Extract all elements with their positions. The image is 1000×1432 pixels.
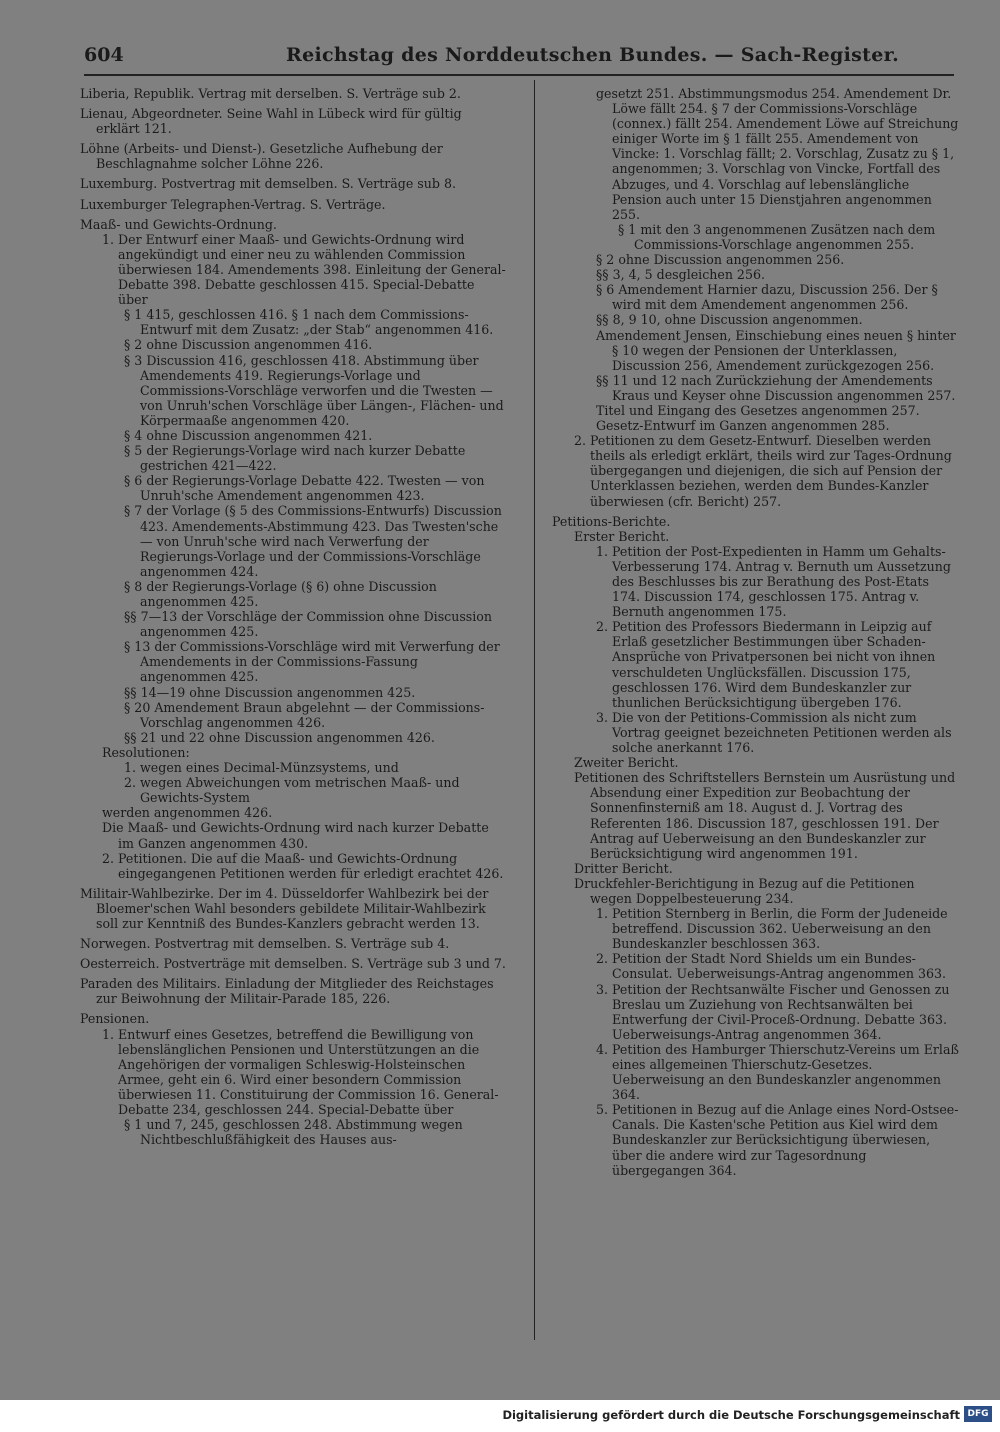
index-entry: 1. Petition der Post-Expedienten in Hamm um Gehalts-Verbesserung 174. Antrag v. Bernuth um Aussetzung des Beschlusses bis zur Berathung des Post-Etats 174. Discussion 174, geschlossen 175. Antrag v. Bernuth angenommen 175. xyxy=(596,543,951,620)
index-entry: Die Maaß- und Gewichts-Ordnung wird nach kurzer Debatte im Ganzen angenommen 430. xyxy=(102,820,489,851)
index-entry: § 4 ohne Discussion angenommen 421. xyxy=(124,427,373,443)
page-header xyxy=(84,44,954,74)
column-divider xyxy=(534,80,535,1340)
index-entry: werden angenommen 426. xyxy=(102,805,273,821)
index-entry: § 3 Discussion 416, geschlossen 418. Abstimmung über Amendements 419. Regierungs-Vorlage und Commissions-Vorschläge verworfen und die Twesten — von Unruh'schen Vorschläge über Längen-, Flächen- und Körpermaaße angenommen 420. xyxy=(124,352,504,428)
index-entry: 1. wegen eines Decimal-Münzsystems, und xyxy=(124,760,399,776)
index-entry: §§ 8, 9 10, ohne Discussion angenommen. xyxy=(596,312,863,328)
index-entry: 1. Der Entwurf einer Maaß- und Gewichts-Ordnung wird angekündigt und einer neu zu wählenden Commission überwiesen 184. Amendements 398. Einleitung der General-Debatte 398. Debatte geschlossen 415. Special-Debatte über xyxy=(102,231,506,308)
index-entry: Pensionen. xyxy=(80,1011,150,1027)
index-entry: 2. Petitionen. Die auf die Maaß- und Gewichts-Ordnung eingegangenen Petitionen werden für erledigt erachtet 426. xyxy=(102,850,504,881)
index-entry: § 2 ohne Discussion angenommen 256. xyxy=(596,252,845,268)
index-entry: Titel und Eingang des Gesetzes angenommen 257. xyxy=(596,402,920,418)
index-entry: Petitions-Berichte. xyxy=(552,513,671,529)
index-entry: §§ 7—13 der Vorschläge der Commission ohne Discussion angenommen 425. xyxy=(124,609,492,640)
index-entry: Paraden des Militairs. Einladung der Mitglieder des Reichstages zur Beiwohnung der Militair-Parade 185, 226. xyxy=(80,976,494,1007)
index-entry: §§ 3, 4, 5 desgleichen 256. xyxy=(596,267,765,283)
index-entry: 2. Petition der Stadt Nord Shields um ein Bundes-Consulat. Ueberweisungs-Antrag angenommen 363. xyxy=(596,951,947,982)
index-entry: Liberia, Republik. Vertrag mit derselben. S. Verträge sub 2. xyxy=(80,86,461,101)
index-entry: 1. Entwurf eines Gesetzes, betreffend die Bewilligung von lebenslänglichen Pensionen und Unterstützungen an die Angehörigen der vormaligen Schleswig-Holsteinschen Armee, geht ein 6. Wird einer besondern Commission überwiesen 11. Constituirung der Commission 16. General-Debatte 234, geschlossen 244. Special-Debatte über xyxy=(102,1026,499,1117)
index-entry: 1. Petition Sternberg in Berlin, die Form der Judeneide betreffend. Discussion 362. Ueberweisung an den Bundeskanzler beschlossen 363. xyxy=(596,906,948,952)
index-entry: Militair-Wahlbezirke. Der im 4. Düsseldorfer Wahlbezirk bei der Bloemer'schen Wahl besonders gebildete Militair-Wahlbezirk soll zur Kenntniß des Bundes-Kanzlers gebracht werden 13. xyxy=(80,885,489,931)
index-entry: § 1 mit den 3 angenommenen Zusätzen nach dem Commissions-Vorschlage angenommen 255. xyxy=(618,221,936,252)
header-rule xyxy=(84,74,954,76)
index-entry: § 1 und 7, 245, geschlossen 248. Abstimmung wegen Nichtbeschlußfähigkeit des Hauses aus- xyxy=(124,1117,463,1148)
index-entry: Oesterreich. Postverträge mit demselben. S. Verträge sub 3 und 7. xyxy=(80,956,506,972)
index-entry: § 2 ohne Discussion angenommen 416. xyxy=(124,337,373,353)
index-entry: 3. Petition der Rechtsanwälte Fischer und Genossen zu Breslau um Zuziehung von Rechtsanwälten bei Entwerfung der Civil-Proceß-Ordnung. Debatte 363. Ueberweisungs-Antrag angenommen 364. xyxy=(596,981,950,1042)
dfg-logo: DFG xyxy=(964,1406,992,1422)
index-entry: 3. Die von der Petitions-Commission als nicht zum Vortrag geeignet bezeichneten Petitionen werden als solche anerkannt 176. xyxy=(596,709,952,756)
footer-bar xyxy=(0,1400,1000,1432)
right-column xyxy=(552,86,960,1178)
index-entry: Erster Bericht. xyxy=(574,528,670,544)
index-entry: Petitionen des Schriftstellers Bernstein um Ausrüstung und Absendung einer Expedition zur Beobachtung der Sonnenfinsterniß am 18. August d. J. Vortrag des Referenten 186. Discussion 187, geschlossen 191. Der Antrag auf Ueberweisung an den Bundeskanzler zur Berücksichtigung wird angenommen 191. xyxy=(574,770,956,861)
index-entry: 2. Petition des Professors Biedermann in Leipzig auf Erlaß gesetzlicher Bestimmungen über Schaden-Ansprüche von Privatpersonen bei nicht von ihnen verschuldeten Unglücksfällen. Discussion 175, geschlossen 176. Wird dem Bundeskanzler zur thunlichen Berücksichtigung übergeben 176. xyxy=(596,619,936,710)
index-entry: § 1 415, geschlossen 416. § 1 nach dem Commissions-Entwurf mit dem Zusatz: „der Stab“ angenommen 416. xyxy=(124,307,494,338)
index-entry: Luxemburg. Postvertrag mit demselben. S. Verträge sub 8. xyxy=(80,176,456,192)
index-entry: § 6 Amendement Harnier dazu, Discussion 256. Der § wird mit dem Amendement angenommen 256. xyxy=(596,282,938,313)
left-column xyxy=(80,86,508,1147)
index-entry: Löhne (Arbeits- und Dienst-). Gesetzliche Aufhebung der Beschlagnahme solcher Löhne 226. xyxy=(80,141,443,172)
footer-credit: Digitalisierung gefördert durch die Deutsche Forschungsgemeinschaft xyxy=(502,1408,960,1422)
index-entry: Gesetz-Entwurf im Ganzen angenommen 285. xyxy=(596,418,890,434)
index-entry: § 20 Amendement Braun abgelehnt — der Commissions-Vorschlag angenommen 426. xyxy=(124,699,485,730)
index-entry: Druckfehler-Berichtigung in Bezug auf die Petitionen wegen Doppelbesteuerung 234. xyxy=(574,875,915,906)
index-entry: Maaß- und Gewichts-Ordnung. xyxy=(80,216,277,232)
index-entry: Zweiter Bericht. xyxy=(574,755,679,771)
index-entry: § 7 der Vorlage (§ 5 des Commissions-Entwurfs) Discussion 423. Amendements-Abstimmung 423. Das Twesten'sche — von Unruh'sche wird nach Verwerfung der Regierungs-Vorlage und der Commissions-Vorschläge angenommen 424. xyxy=(124,503,502,579)
index-entry: §§ 11 und 12 nach Zurückziehung der Amendements Kraus und Keyser ohne Discussion angenommen 257. xyxy=(596,372,956,403)
index-entry: § 6 der Regierungs-Vorlage Debatte 422. Twesten — von Unruh'sche Amendement angenommen 423. xyxy=(124,473,485,504)
index-entry: gesetzt 251. Abstimmungsmodus 254. Amendement Dr. Löwe fällt 254. § 7 der Commissions-Vorschläge (connex.) fällt 254. Amendement Löwe auf Streichung einiger Worte im § 1 fällt 255. Amendement von Vincke: 1. Vorschlag fällt; 2. Vorschlag, Zusatz zu § 1, angenommen; 3. Vorschlag von Vincke, Fortfall des Abzuges, und 4. Vorschlag auf lebenslängliche Pension auch unter 15 Dienstjahren angenommen 255. xyxy=(596,86,959,222)
index-entry: 4. Petition des Hamburger Thierschutz-Vereins um Erlaß eines allgemeinen Thierschutz-Gesetzes. Ueberweisung an den Bundeskanzler angenommen 364. xyxy=(596,1041,959,1103)
index-entry: § 8 der Regierungs-Vorlage (§ 6) ohne Discussion angenommen 425. xyxy=(124,578,437,609)
index-entry: Lienau, Abgeordneter. Seine Wahl in Lübeck wird für gültig erklärt 121. xyxy=(80,106,462,137)
page-number: 604 xyxy=(84,44,124,66)
index-entry: Luxemburger Telegraphen-Vertrag. S. Verträge. xyxy=(80,196,386,212)
index-entry: Resolutionen: xyxy=(102,744,190,760)
index-entry: 2. wegen Abweichungen vom metrischen Maaß- und Gewichts-System xyxy=(124,775,460,806)
index-entry: § 5 der Regierungs-Vorlage wird nach kurzer Debatte gestrichen 421—422. xyxy=(124,443,466,474)
index-entry: §§ 14—19 ohne Discussion angenommen 425. xyxy=(124,684,416,700)
index-entry: Norwegen. Postvertrag mit demselben. S. Verträge sub 4. xyxy=(80,936,450,952)
index-entry: Amendement Jensen, Einschiebung eines neuen § hinter § 10 wegen der Pensionen der Unterklassen, Discussion 256, Amendement zurückgezogen 256. xyxy=(596,327,956,373)
index-entry: 5. Petitionen in Bezug auf die Anlage eines Nord-Ostsee-Canals. Die Kasten'sche Petition aus Kiel wird dem Bundeskanzler zur Berücksichtigung überwiesen, über die andere wird zur Tagesordnung übergegangen 364. xyxy=(596,1102,959,1178)
index-entry: § 13 der Commissions-Vorschläge wird mit Verwerfung der Amendements in der Commissions-Fassung angenommen 425. xyxy=(124,639,500,685)
index-entry: Dritter Bericht. xyxy=(574,860,673,876)
index-entry: 2. Petitionen zu dem Gesetz-Entwurf. Dieselben werden theils als erledigt erklärt, theils wird zur Tages-Ordnung übergegangen und diejenigen, die sich auf Pension der Unterklassen beziehen, werden dem Bundes-Kanzler überwiesen (cfr. Bericht) 257. xyxy=(574,433,952,509)
index-entry: §§ 21 und 22 ohne Discussion angenommen 426. xyxy=(124,729,435,745)
running-head: Reichstag des Norddeutschen Bundes. — Sach-Register. xyxy=(286,44,900,66)
